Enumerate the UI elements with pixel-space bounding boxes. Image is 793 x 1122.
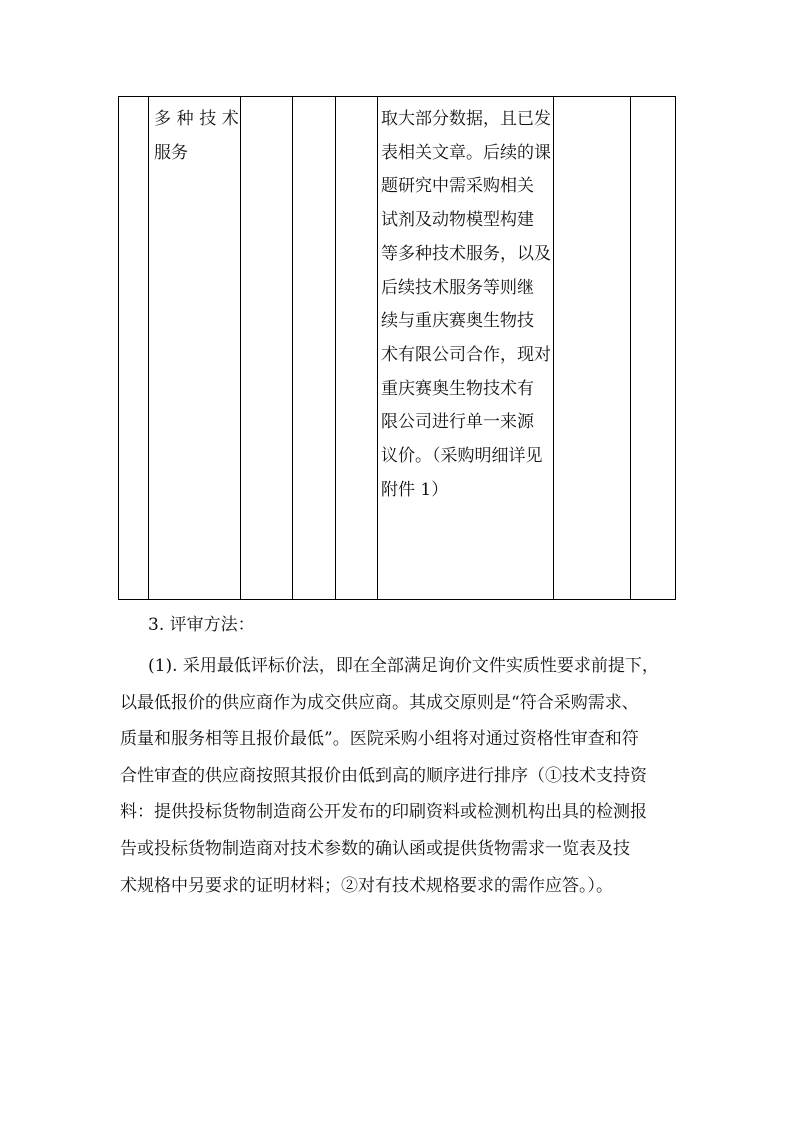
description-line: 等多种技术服务，以及 bbox=[381, 243, 551, 264]
paragraph-line: (1). 采用最低评标价法，即在全部满足询价文件实质性要求前提下， bbox=[148, 656, 659, 676]
description-line: 试剂及动物模型构建 bbox=[381, 210, 534, 231]
table-cell-item-name bbox=[154, 103, 245, 170]
description-line: 表相关文章。后续的课 bbox=[381, 142, 551, 163]
description-line: 重庆赛奥生物技术有 bbox=[381, 378, 534, 399]
item-name-line: 多种技术 bbox=[154, 109, 245, 129]
section-heading: 3. 评审方法： bbox=[148, 615, 255, 635]
paragraph-line: 合性审查的供应商按照其报价由低到高的顺序进行排序（①技术支持资 bbox=[120, 765, 647, 786]
table-column-divider bbox=[148, 96, 149, 600]
section-paragraph bbox=[120, 648, 680, 904]
table-column-divider bbox=[377, 96, 378, 600]
item-name-line: 服务 bbox=[154, 142, 188, 163]
table-column-divider bbox=[630, 96, 631, 600]
description-line: 取大部分数据，且已发 bbox=[381, 109, 551, 129]
paragraph-line: 术规格中另要求的证明材料；②对有技术规格要求的需作应答。）。 bbox=[120, 875, 613, 896]
description-line: 议价。（采购明细详见 bbox=[381, 446, 543, 467]
paragraph-line: 料：提供投标货物制造商公开发布的印刷资料或检测机构出具的检测报 bbox=[120, 802, 647, 823]
paragraph-line: 告或投标货物制造商对技术参数的确认函或提供货物需求一览表及技 bbox=[120, 838, 630, 859]
description-line: 后续技术服务等则继 bbox=[381, 277, 534, 298]
table-border-right bbox=[675, 96, 676, 600]
description-line: 续与重庆赛奥生物技 bbox=[381, 311, 534, 332]
description-line: 限公司进行单一来源 bbox=[381, 412, 534, 433]
table-column-divider bbox=[240, 96, 241, 600]
table-border-left bbox=[118, 96, 119, 600]
table-column-divider bbox=[335, 96, 336, 600]
description-line: 术有限公司合作，现对 bbox=[381, 344, 551, 365]
table-cell-description bbox=[381, 103, 551, 507]
paragraph-line: 以最低报价的供应商作为成交供应商。其成交原则是“符合采购需求、 bbox=[120, 692, 639, 713]
description-line: 附件 1） bbox=[381, 479, 449, 500]
table-column-divider bbox=[292, 96, 293, 600]
paragraph-line: 质量和服务相等且报价最低”。医院采购小组将对通过资格性审查和符 bbox=[120, 729, 639, 750]
table-column-divider bbox=[553, 96, 554, 600]
description-line: 题研究中需采购相关 bbox=[381, 176, 534, 197]
